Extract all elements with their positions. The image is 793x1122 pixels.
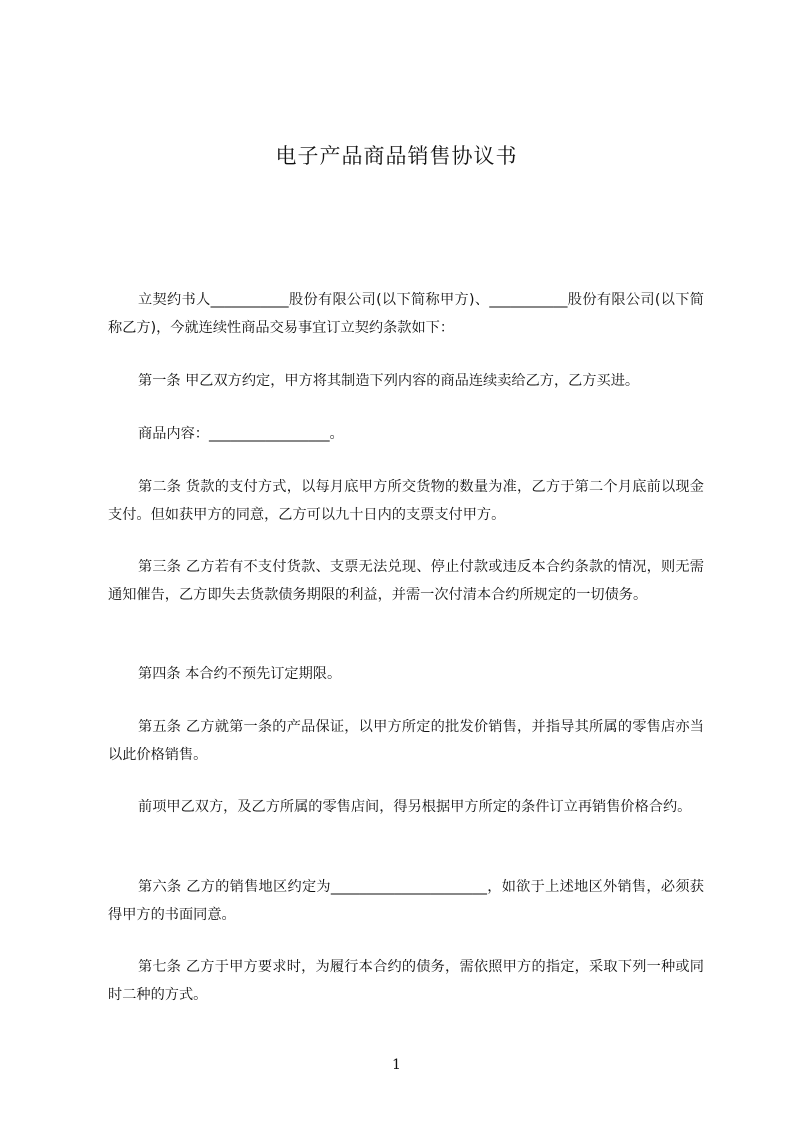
goods-content-line: 商品内容：_________________。 — [138, 426, 344, 442]
page-number: 1 — [392, 1057, 401, 1073]
clause-1-paragraph: 第一条 甲乙双方约定，甲方将其制造下列内容的商品连续卖给乙方，乙方买进。 — [138, 373, 640, 389]
clause-2-paragraph: 第二条 货款的支付方式，以每月底甲方所交货物的数量为准，乙方于第二个月底前以现金支付。但如获甲方的同意，乙方可以九十日内的支票支付甲方。 — [108, 479, 704, 523]
clause-7-paragraph: 第七条 乙方于甲方要求时，为履行本合约的债务，需依照甲方的指定，采取下列一种或同时二种的方式。 — [108, 959, 704, 1003]
preamble-paragraph: 立契约书人___________股份有限公司(以下简称甲方)、___________股份有限公司(以下简称乙方)，今就连续性商品交易事宜订立契约条款如下： — [108, 292, 704, 336]
document-title: 电子产品商品销售协议书 — [275, 144, 518, 168]
clause-3-paragraph: 第三条 乙方若有不支付货款、支票无法兑现、停止付款或违反本合约条款的情况，则无需通知催告，乙方即失去货款债务期限的利益，并需一次付清本合约所规定的一切债务。 — [108, 559, 704, 603]
clause-6-paragraph: 第六条 乙方的销售地区约定为______________________，如欲于上述地区外销售，必须获得甲方的书面同意。 — [108, 879, 704, 923]
clause-5-supplement-paragraph: 前项甲乙双方，及乙方所属的零售店间，得另根据甲方所定的条件订立再销售价格合约。 — [138, 799, 692, 815]
clause-5-paragraph: 第五条 乙方就第一条的产品保证，以甲方所定的批发价销售，并指导其所属的零售店亦当以此价格销售。 — [108, 719, 704, 763]
clause-4-paragraph: 第四条 本合约不预先订定期限。 — [138, 666, 342, 682]
